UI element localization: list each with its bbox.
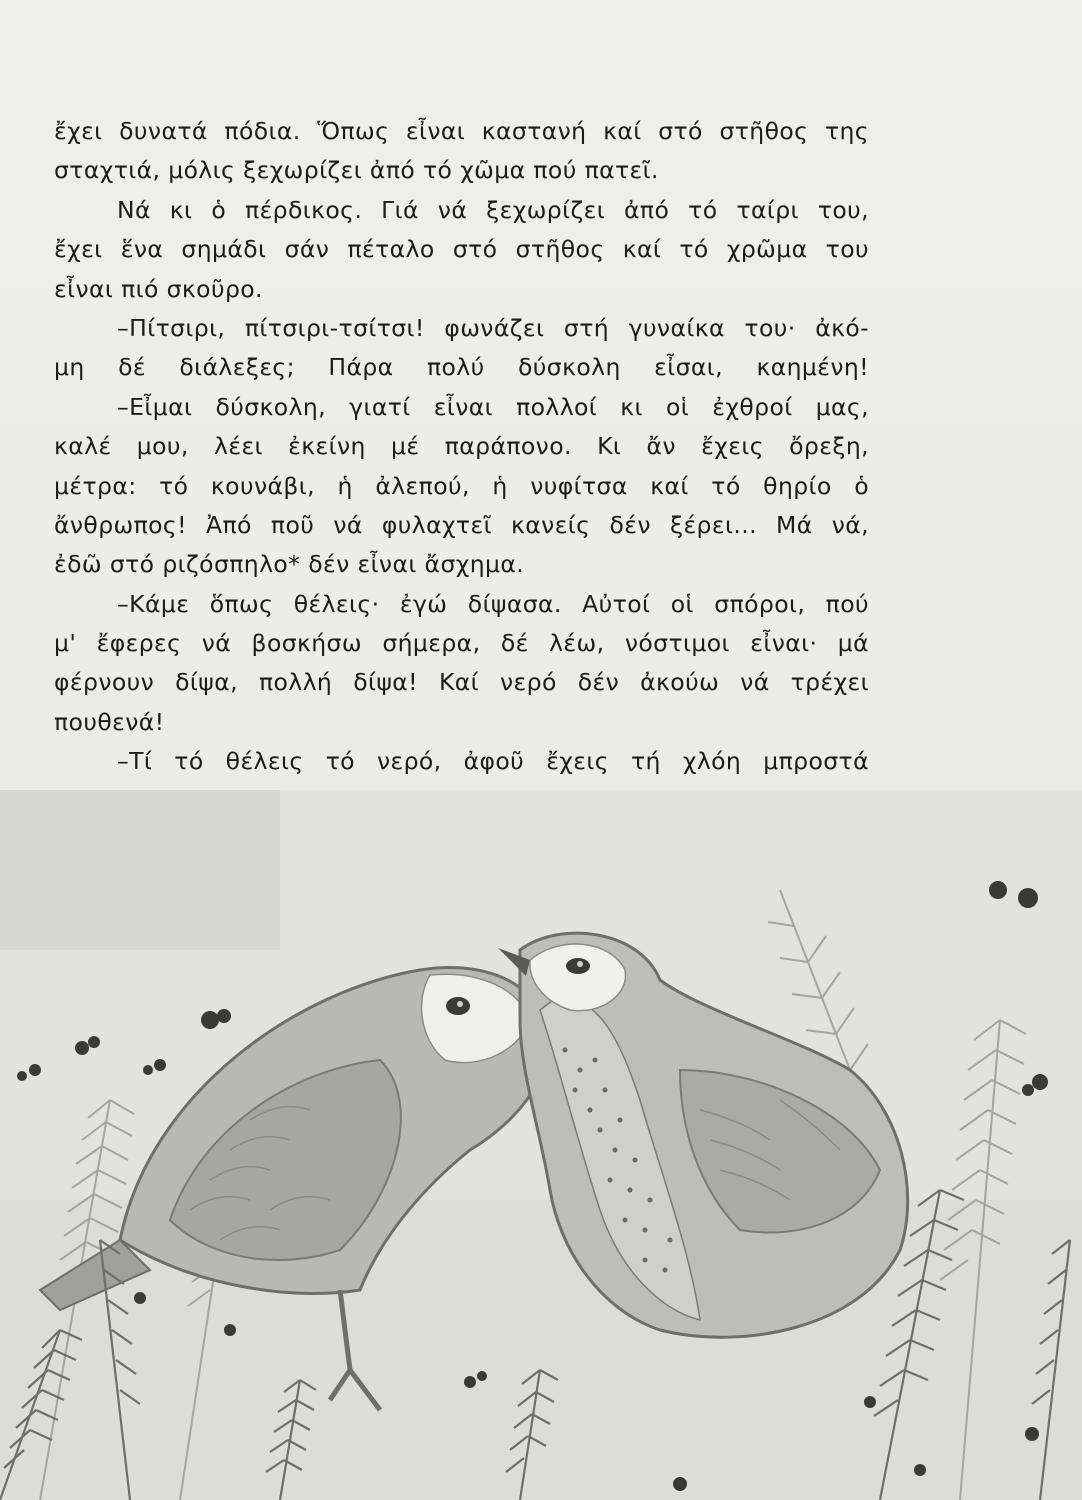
text-line: πουθενά!: [54, 707, 165, 736]
text-line: –Πίτσιρι, πίτσιρι-τσίτσι! φωνάζει στή γυναίκα του· ἀκό-: [117, 313, 869, 342]
text-line: ἄνθρωπος! Ἀπό ποῦ νά φυλαχτεῖ κανείς δέν ξέρει... Μά νά,: [54, 510, 869, 539]
story-text: [54, 112, 869, 821]
text-line: –Εἶμαι δύσκολη, γιατί εἶναι πολλοί κι οἱ ἐχθροί μας,: [117, 392, 869, 421]
text-line: μη δέ διάλεξες; Πάρα πολύ δύσκολη εἶσαι, καημένη!: [54, 353, 869, 382]
text-line: εἶναι πιό σκοῦρο.: [54, 274, 263, 303]
partridges-illustration: [0, 770, 1082, 1500]
text-line: μ' ἔφερες νά βοσκήσω σήμερα, δέ λέω, νόστιμοι εἶναι· μά: [54, 629, 869, 658]
text-line: ἔχει ἕνα σημάδι σάν πέταλο στό στῆθος καί τό χρῶμα του: [54, 235, 869, 264]
text-line: φέρνουν δίψα, πολλή δίψα! Καί νερό δέν ἀκούω νά τρέχει: [54, 668, 869, 697]
text-line: ἔχει δυνατά πόδια. Ὅπως εἶναι καστανή καί στό στῆθος της: [54, 117, 869, 145]
text-line: μέτρα: τό κουνάβι, ἡ ἀλεπού, ἡ νυφίτσα καί τό θηρίο ὁ: [54, 471, 869, 500]
text-line: –Κάμε ὅπως θέλεις· ἐγώ δίψασα. Αὐτοί οἱ σπόροι, πού: [117, 589, 869, 618]
horizon-band: [0, 790, 280, 950]
text-line: –Τί τό θέλεις τό νερό, ἀφοῦ ἔχεις τή χλόη μπροστά: [117, 747, 869, 776]
text-line: ἐδῶ στό ριζόσπηλο* δέν εἶναι ἄσχημα.: [54, 550, 525, 579]
text-line: σταχτιά, μόλις ξεχωρίζει ἀπό τό χῶμα πού πατεῖ.: [54, 156, 659, 185]
text-line: καλέ μου, λέει ἐκείνη μέ παράπονο. Κι ἄν ἔχεις ὄρεξη,: [54, 432, 869, 461]
text-line: Νά κι ὁ πέρδικος. Γιά νά ξεχωρίζει ἀπό τό ταίρι του,: [117, 195, 869, 224]
